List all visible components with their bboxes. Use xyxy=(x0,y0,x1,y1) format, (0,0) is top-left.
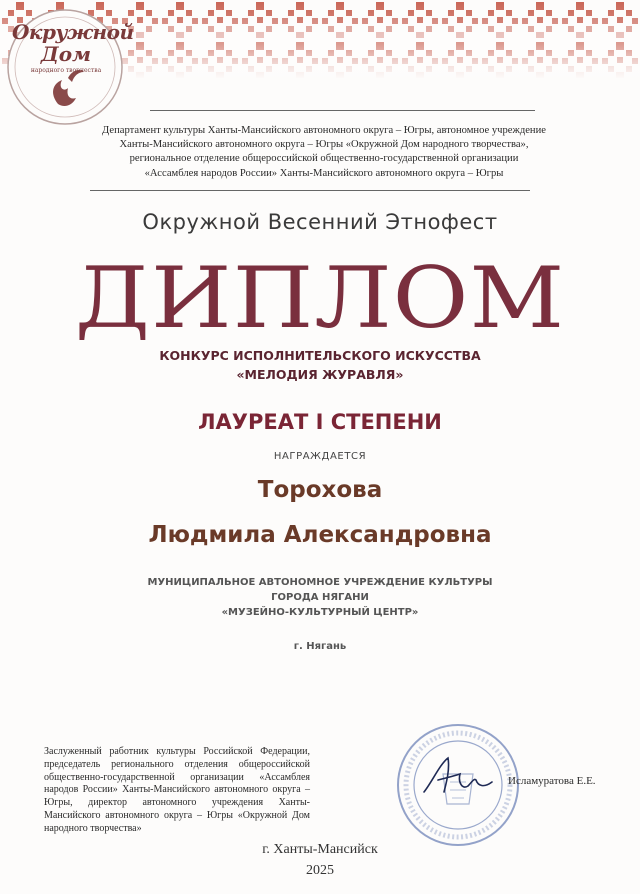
department-line: Департамент культуры Ханты-Мансийского автономного округа – Югры, автономное учреждение xyxy=(102,125,546,136)
award-degree: ЛАУРЕАТ I СТЕПЕНИ xyxy=(198,410,442,434)
logo-word-3: народного творчества xyxy=(30,67,102,74)
recipient-given-names: Людмила Александровна xyxy=(148,522,492,548)
top-rule xyxy=(150,110,535,111)
contest-line-1: КОНКУРС ИСПОЛНИТЕЛЬСКОГО ИСКУССТВА xyxy=(159,348,481,363)
department-block xyxy=(56,124,592,181)
department-line: региональное отделение общероссийской общественно-государственной организации xyxy=(129,153,519,165)
signatory-position: Заслуженный работник культуры Российской Федерации, председатель регионального отделения общероссийской общественно-государственной организации «Ассамблея народов России» Ханты-Мансийского автономного округа – Югры, директор автономного учреждения Ханты-Мансийского автономного округа – Югры «Окружной Дом народного творчества» xyxy=(44,746,310,834)
logo-word-2: Дом xyxy=(40,42,92,66)
festival-name: Окружной Весенний Этнофест xyxy=(142,210,498,234)
issue-year: 2025 xyxy=(306,863,334,878)
contest-name xyxy=(0,346,640,384)
department-line: «Ассамблея народов России» Ханты-Мансийского автономного округа – Югры xyxy=(144,167,504,179)
handwritten-signature xyxy=(418,752,498,798)
logo-word-1: Окружной xyxy=(12,20,134,44)
bottom-rule xyxy=(90,190,530,191)
contest-line-2: «МЕЛОДИЯ ЖУРАВЛЯ» xyxy=(236,367,404,382)
signer-name: Исламуратова Е.Е. xyxy=(508,775,596,787)
organization-block xyxy=(0,575,640,620)
recipient-surname: Торохова xyxy=(257,477,383,503)
issue-place: г. Ханты-Мансийск xyxy=(262,842,378,857)
department-line: Ханты-Мансийского автономного округа – Югры «Окружной Дом народного творчества», xyxy=(119,139,529,151)
organization-line-1: МУНИЦИПАЛЬНОЕ АВТОНОМНОЕ УЧРЕЖДЕНИЕ КУЛЬТУРЫ xyxy=(147,577,493,588)
organization-line-2: ГОРОДА НЯГАНИ xyxy=(271,592,369,603)
awarded-label: НАГРАЖДАЕТСЯ xyxy=(273,451,367,462)
recipient-city: г. Нягань xyxy=(293,641,347,652)
diploma-title: ДИПЛОМ xyxy=(74,249,566,347)
organization-line-3: «МУЗЕЙНО-КУЛЬТУРНЫЙ ЦЕНТР» xyxy=(221,607,419,618)
logo-text xyxy=(12,20,134,75)
